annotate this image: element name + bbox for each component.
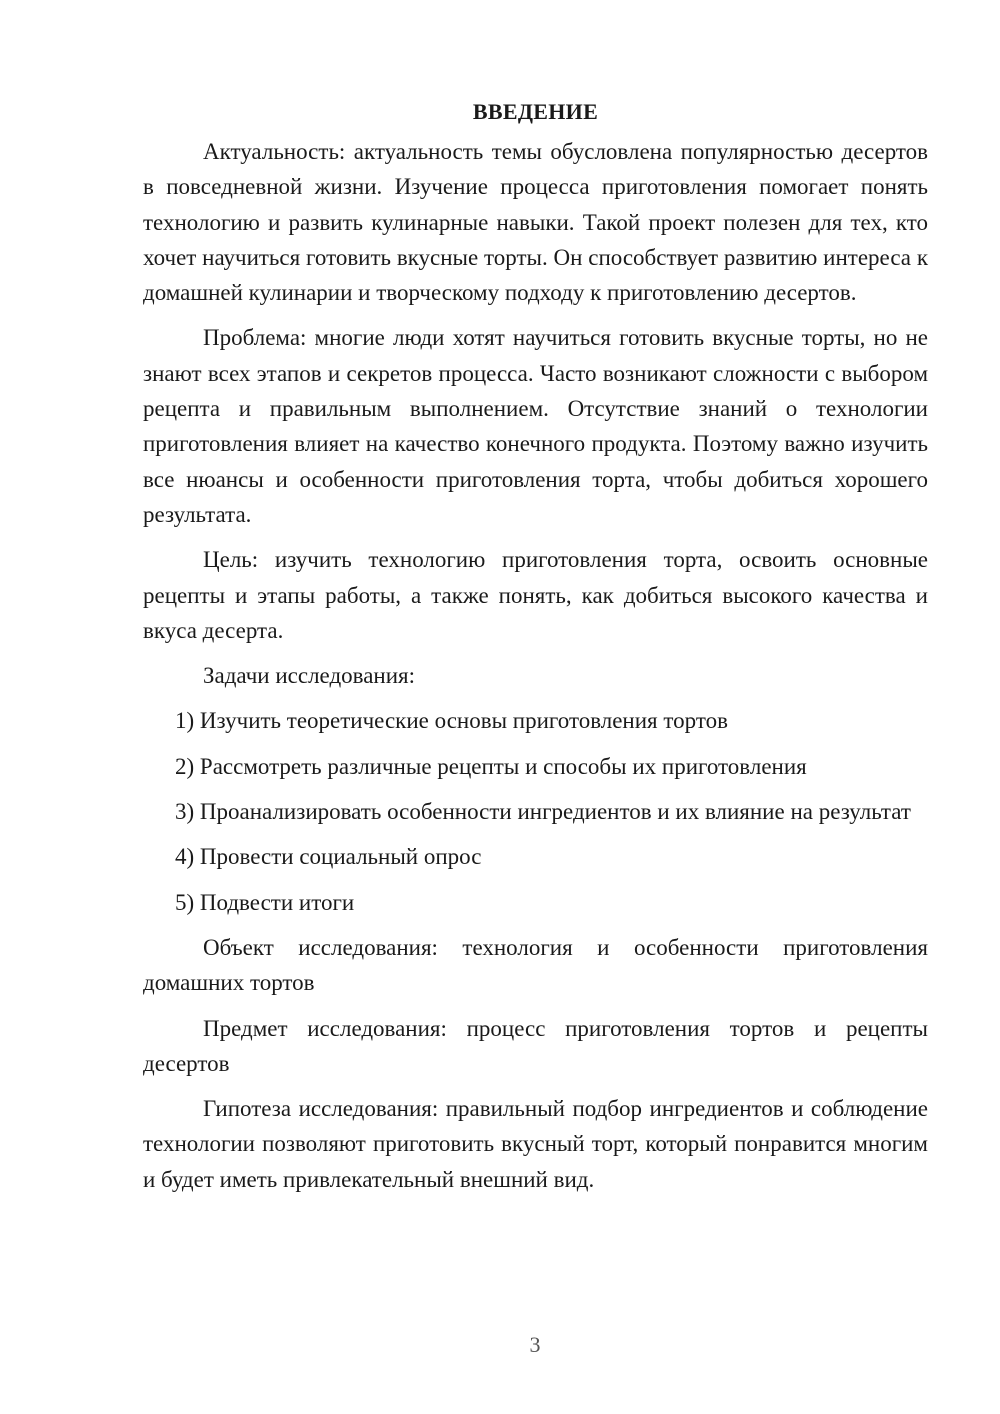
hypothesis-paragraph: Гипотеза исследования: правильный подбор ингредиентов и соблюдение технологии позволяют приготовить вкусный торт, который понравится многим и будет иметь привлекательный внешний вид. [143, 1096, 928, 1192]
task-item-3: 3) Проанализировать особенности ингредиентов и их влияние на результат [175, 799, 911, 825]
page-content [143, 96, 928, 1207]
object-paragraph: Объект исследования: технология и особенности приготовления домашних тортов [143, 934, 928, 996]
task-item-2: 2) Рассмотреть различные рецепты и способы их приготовления [175, 753, 807, 779]
subject-paragraph: Предмет исследования: процесс приготовления тортов и рецепты десертов [143, 1015, 928, 1076]
problem-paragraph: Проблема: многие люди хотят научиться готовить вкусные торты, но не знают всех этапов и секретов процесса. Часто возникают сложности с выбором рецепта и правильным выполнением. Отсутствие знаний о технологии приготовления влияет на качество конечного продукта. Поэтому важно изучить все нюансы и особенности приготовления торта, чтобы добиться хорошего результата. [143, 325, 928, 527]
task-item-1: 1) Изучить теоретические основы приготовления тортов [175, 708, 728, 734]
goal-paragraph: Цель: изучить технологию приготовления торта, освоить основные рецепты и этапы работы, а также понять, как добиться высокого качества и вкуса десерта. [143, 547, 928, 643]
tasks-title: Задачи исследования: [203, 663, 416, 689]
task-item-5: 5) Подвести итоги [175, 889, 355, 915]
section-heading: ВВЕДЕНИЕ [472, 99, 599, 124]
task-item-4: 4) Провести социальный опрос [175, 844, 482, 870]
relevance-paragraph: Актуальность: актуальность темы обусловлена популярностью десертов в повседневной жизни. Изучение процесса приготовления помогает понять технологию и развить кулинарные навыки. Такой проект полезен для тех, кто хочет научиться готовить вкусные торты. Он способствует развитию интереса к домашней кулинарии и творческому подходу к приготовлению десертов. [143, 139, 928, 306]
page-number: 3 [529, 1332, 541, 1357]
